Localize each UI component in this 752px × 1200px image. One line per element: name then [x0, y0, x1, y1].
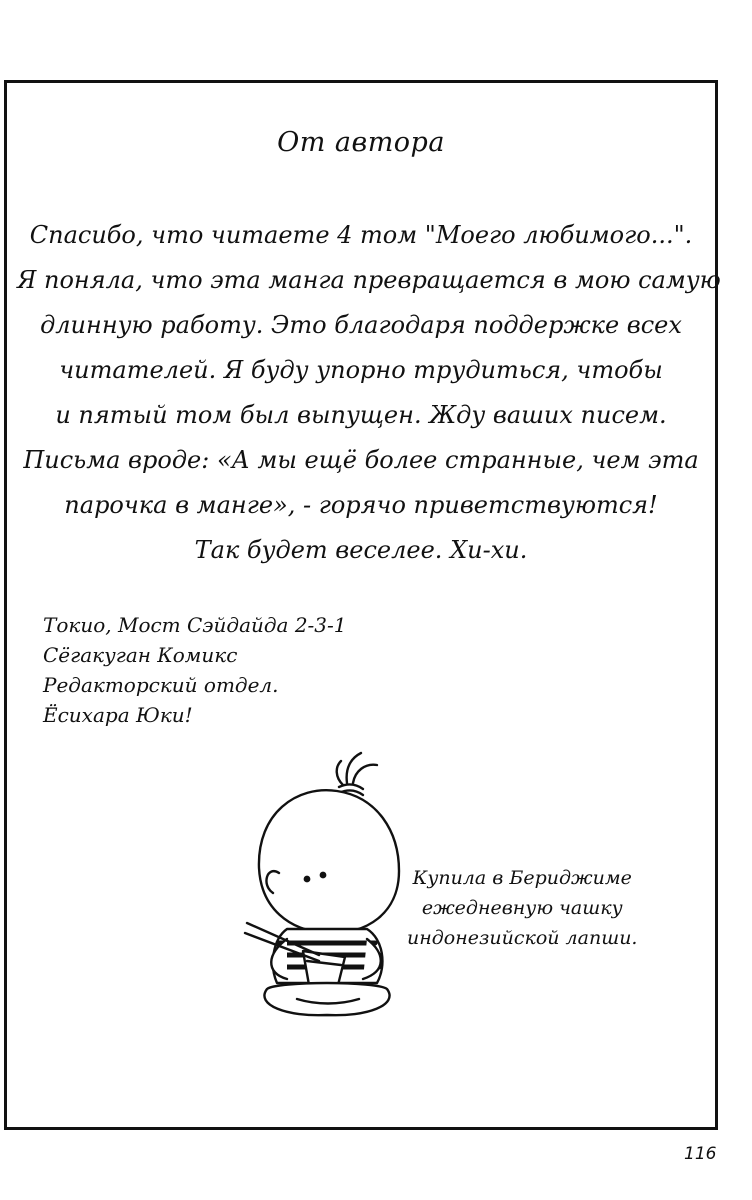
author-avatar-illustration: [227, 743, 427, 1023]
caption-line: индонезийской лапши.: [407, 927, 638, 949]
message-line: читателей. Я буду упорно трудиться, чтобы: [59, 356, 663, 384]
address-line: Редакторский отдел.: [43, 673, 279, 697]
caption-line: ежедневную чашку: [421, 897, 623, 919]
address-line: Токио, Мост Сэйдайда 2-3-1: [43, 613, 347, 637]
author-message: [17, 213, 721, 573]
message-line: и пятый том был выпущен. Жду ваших писем.: [55, 401, 667, 429]
address-line: Ёсихара Юки!: [43, 703, 193, 727]
page-frame: [4, 80, 721, 1130]
caption-line: Купила в Бериджиме: [412, 867, 632, 889]
illustration-caption: [407, 863, 637, 953]
page-title: От автора: [277, 127, 445, 158]
message-line: Так будет веселее. Хи-хи.: [194, 536, 528, 564]
message-line: Спасибо, что читаете 4 том "Моего любимого...".: [29, 221, 693, 249]
message-line: парочка в манге», - горячо приветствуются!: [64, 491, 658, 519]
message-line: Я поняла, что эта манга превращается в мою самую: [17, 266, 721, 294]
message-line: длинную работу. Это благодаря поддержке всех: [40, 311, 682, 339]
address-line: Сёгакуган Комикс: [43, 643, 238, 667]
mailing-address: [43, 610, 347, 730]
message-line: Письма вроде: «А мы ещё более странные, чем эта: [23, 446, 699, 474]
page-number: 116: [684, 1144, 717, 1164]
